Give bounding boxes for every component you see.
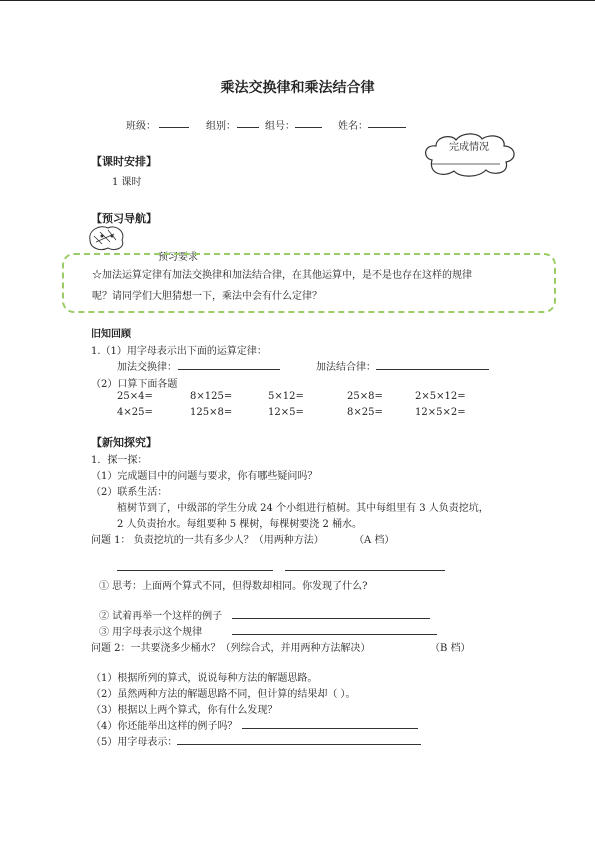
think-1: ① 思考：上面两个算式不同，但得数却相同。你发现了什么?	[99, 581, 368, 592]
name-blank[interactable]	[368, 127, 406, 128]
reflect-2: （2）虽然两种方法的解题思路不同，但计算的结果却（ ）。	[91, 689, 356, 700]
reflect-1: （1）根据所列的算式，说说每种方法的解题思路。	[91, 673, 318, 684]
think-3: ③ 用字母表示这个规律	[99, 627, 203, 638]
mental-math-item: 25×8=	[347, 391, 383, 402]
mental-math-item: 12×5×2=	[415, 407, 466, 418]
answer-blank[interactable]	[285, 570, 445, 571]
reflect-4: （4）你还能举出这样的例子吗？	[91, 721, 238, 732]
mental-math-item: 125×8=	[190, 407, 233, 418]
team-blank[interactable]	[295, 127, 322, 128]
schedule-value: 1 课时	[112, 177, 142, 188]
story-line-1: 植树节到了，中级部的学生分成 24 个小组进行植树。其中每组里有 3 人负责挖坑，	[117, 503, 489, 514]
mental-math-item: 2×5×12=	[415, 391, 466, 402]
mental-math-item: 5×12=	[268, 391, 304, 402]
completion-label: 完成情况	[449, 142, 489, 153]
review-q2: （2）口算下面各题	[91, 379, 178, 390]
mental-math-item: 8×25=	[347, 407, 383, 418]
reflect-5: （5）用字母表示：	[91, 737, 178, 748]
letter-rule-blank[interactable]	[177, 744, 421, 745]
group-label: 组别：	[206, 121, 236, 132]
team-label: 组号：	[265, 121, 295, 132]
name-label: 姓名：	[338, 121, 368, 132]
level-b-tag: （B 档）	[430, 643, 471, 654]
mental-math-item: 25×4=	[117, 391, 153, 402]
example-blank[interactable]	[232, 618, 430, 619]
page-title: 乘法交换律和乘法结合律	[220, 80, 375, 96]
associative-label: 加法结合律：	[316, 362, 376, 373]
explore-heading: 【新知探究】	[91, 436, 157, 449]
question-2: 问题 2：一共要浇多少桶水？（列综合式，并用两种方法解决）	[91, 643, 371, 654]
mental-math-item: 4×25=	[117, 407, 153, 418]
mental-math-item: 8×125=	[190, 391, 233, 402]
doodle-icon	[86, 222, 128, 254]
requirement-line-1: ☆加法运算定律有加法交换律和加法结合律，在其他运算中，是不是也存在这样的规律	[92, 270, 472, 281]
requirement-title: 预习要求	[158, 252, 198, 263]
question-1: 问题 1： 负责挖坑的一共有多少人？（用两种方法）	[91, 535, 324, 546]
level-a-tag: （A 档）	[354, 535, 395, 546]
class-blank[interactable]	[159, 127, 189, 128]
class-label: 班级：	[126, 121, 156, 132]
review-q1: 1.（1）用字母表示出下面的运算定律：	[91, 346, 267, 357]
top-border	[0, 0, 595, 1]
review-heading: 旧知回顾	[91, 329, 131, 340]
commutative-label: 加法交换律：	[117, 362, 177, 373]
rule-blank[interactable]	[232, 634, 437, 635]
answer-blank[interactable]	[117, 570, 273, 571]
explore-p1: （1）完成题目中的问题与要求，你有哪些疑问吗？	[91, 471, 318, 482]
story-line-2: 2 人负责抬水。每组要种 5 棵树，每棵树要浇 2 桶水。	[117, 519, 362, 530]
preview-heading: 【预习导航】	[91, 212, 157, 225]
schedule-heading: 【课时安排】	[91, 155, 157, 168]
explore-p2: （2）联系生活：	[91, 487, 168, 498]
example-blank-2[interactable]	[242, 728, 418, 729]
think-2: ② 试着再举一个这样的例子	[99, 611, 223, 622]
requirement-line-2: 呢？请同学们大胆猜想一下，乘法中会有什么定律？	[92, 291, 322, 302]
associative-blank[interactable]	[376, 369, 489, 370]
commutative-blank[interactable]	[178, 369, 280, 370]
reflect-3: （3）根据以上两个算式，你有什么发现？	[91, 705, 278, 716]
explore-step1: 1．探一探：	[91, 455, 148, 466]
requirement-box	[62, 253, 556, 313]
group-blank[interactable]	[237, 127, 259, 128]
mental-math-item: 12×5=	[268, 407, 304, 418]
